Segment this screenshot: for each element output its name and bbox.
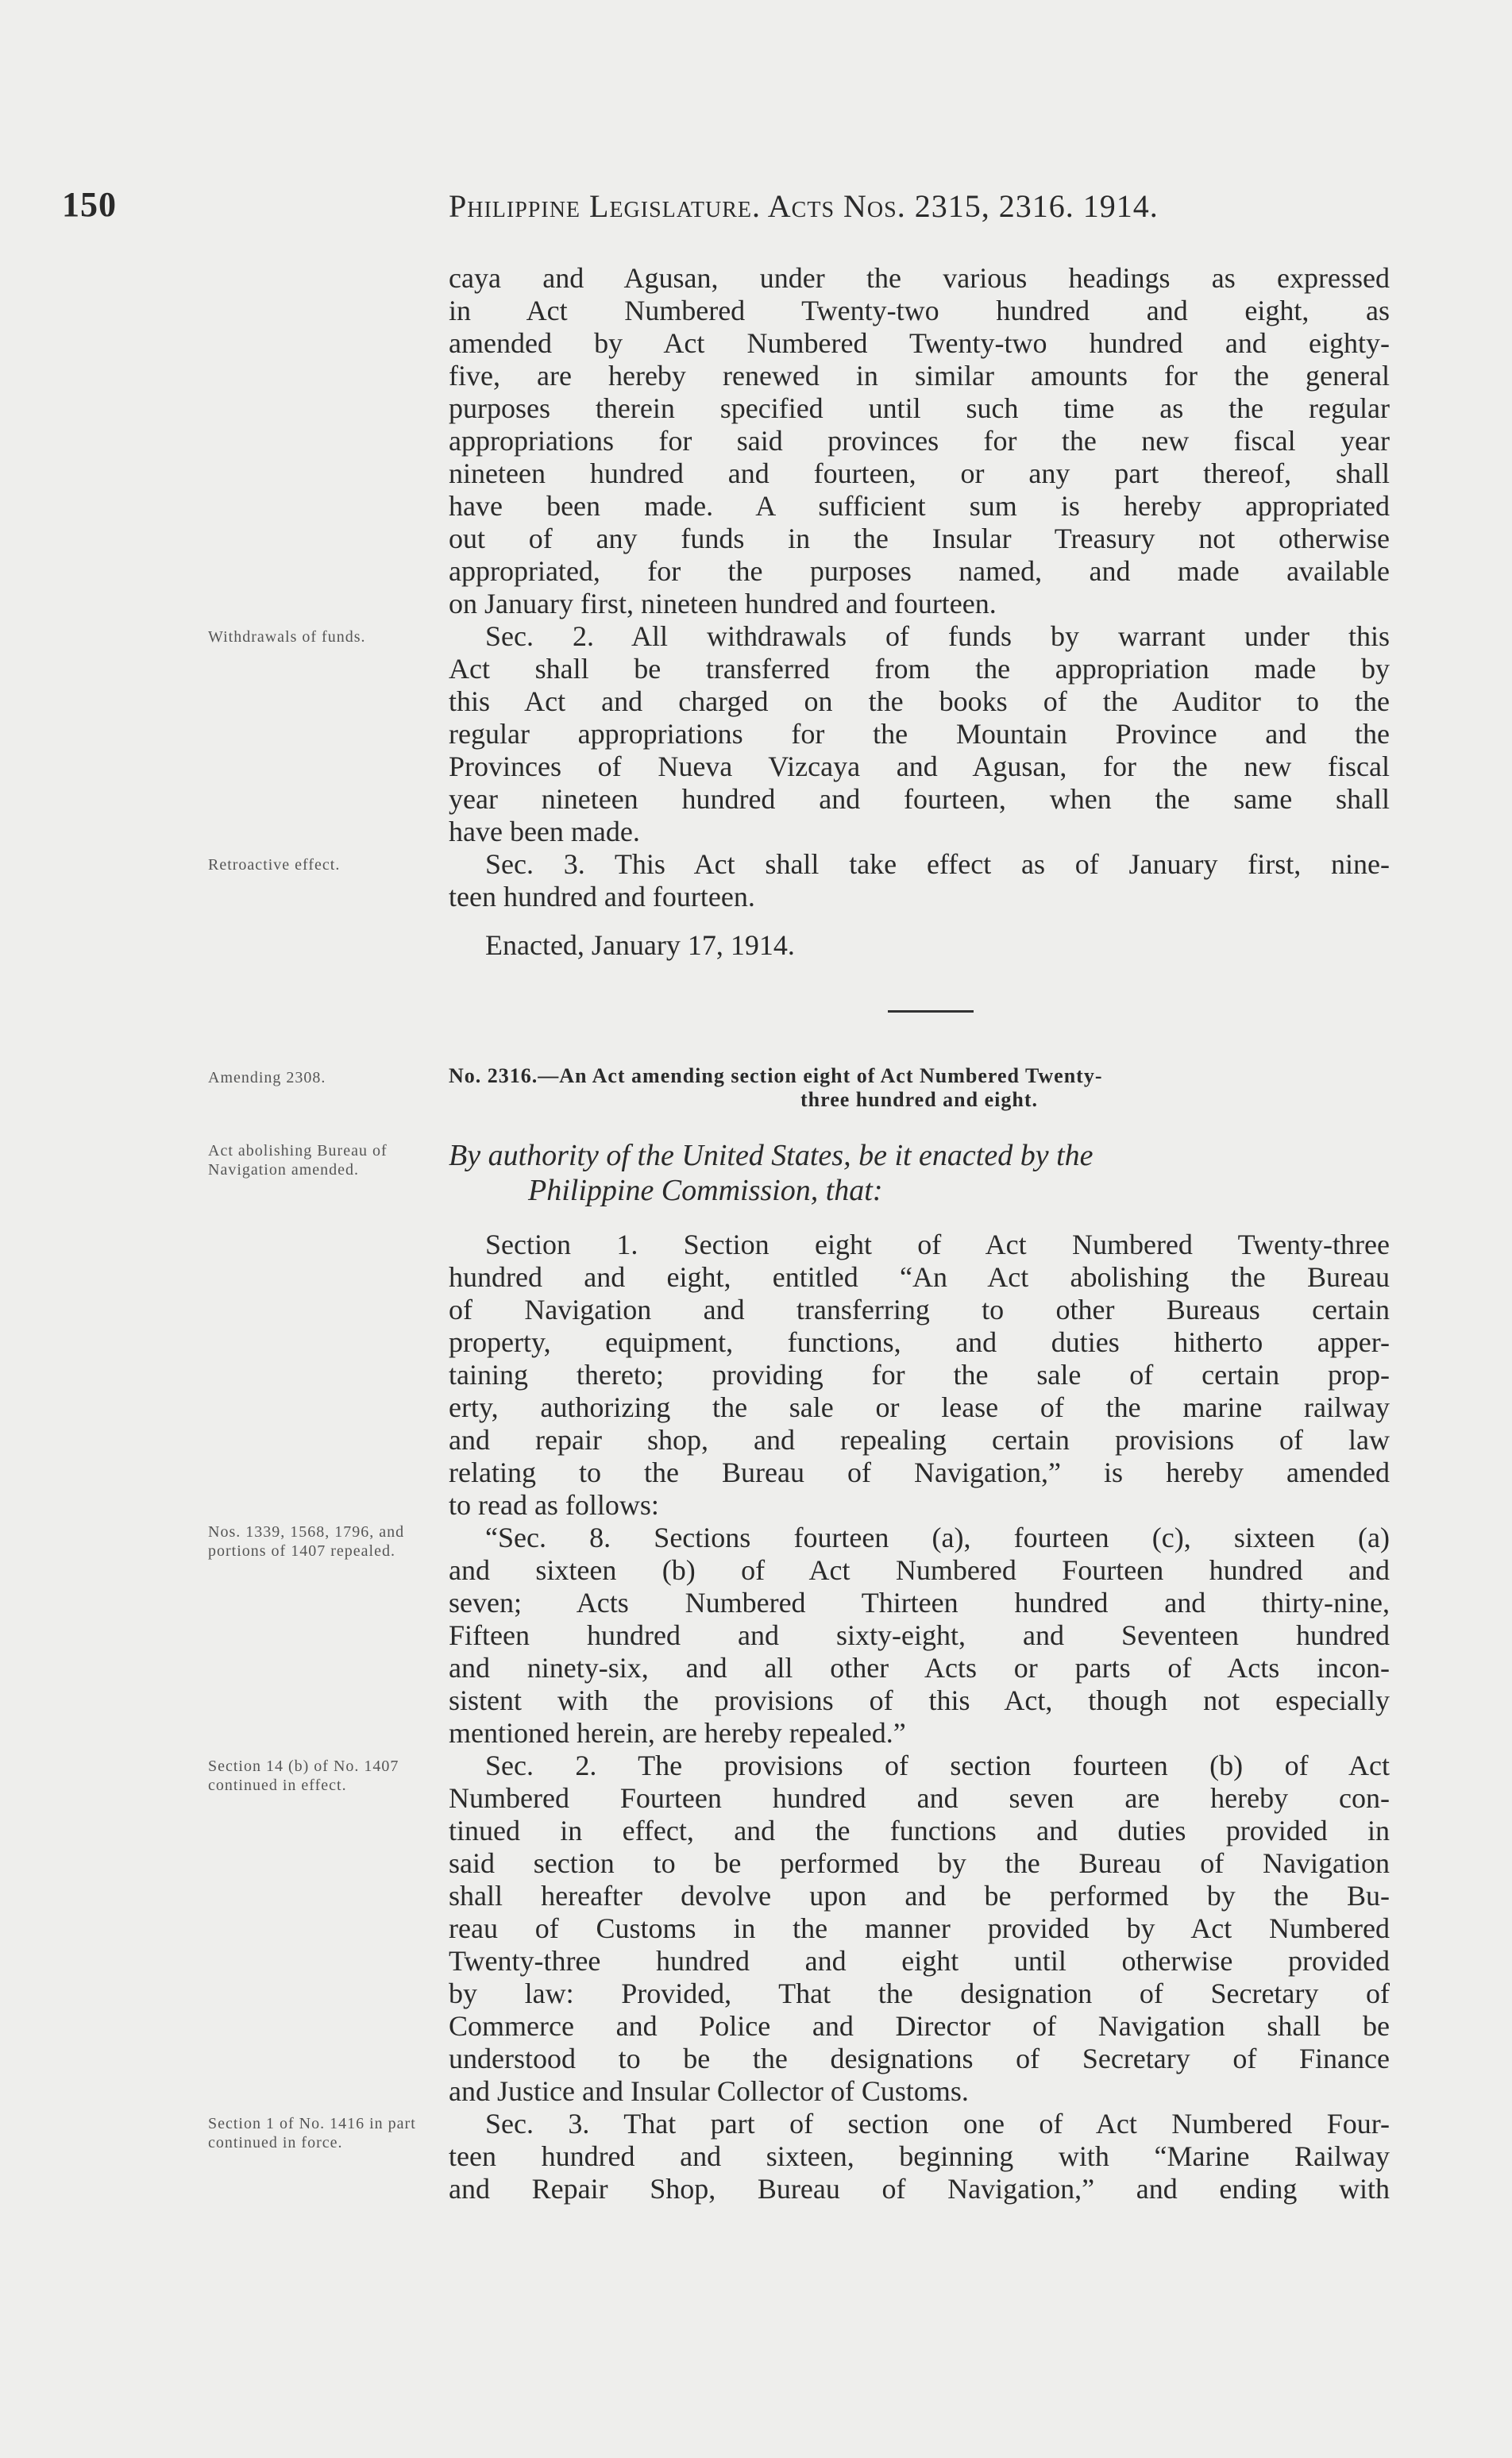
text-line: Sec. 3. That part of section one of Act Numbered Four- <box>485 2108 1390 2140</box>
text-line: on January first, nineteen hundred and fourteen. <box>449 588 997 619</box>
text-line: reau of Customs in the manner provided by Act Numbered <box>449 1912 1390 1944</box>
act-2315-section-2 <box>449 620 1390 848</box>
text-line: out of any funds in the Insular Treasury not otherwise <box>449 523 1390 554</box>
text-line: appropriated, for the purposes named, and made available <box>449 555 1390 587</box>
text-line: and ninety-six, and all other Acts or parts of Acts incon- <box>449 1652 1390 1684</box>
margin-note-amending: Amending 2308. <box>208 1069 326 1086</box>
text-line: mentioned herein, are hereby repealed.” <box>449 1717 906 1749</box>
act-title-line: No. 2316.—An Act amending section eight of Act Numbered Twenty- <box>449 1064 1103 1087</box>
text-line: this Act and charged on the books of the Auditor to the <box>449 685 1390 717</box>
enacting-clause <box>449 1138 1390 1208</box>
text-line: of Navigation and transferring to other Bureaus certain <box>449 1294 1390 1325</box>
text-line: Numbered Fourteen hundred and seven are hereby con- <box>449 1782 1390 1814</box>
text-line: year nineteen hundred and fourteen, when the same shall <box>449 783 1390 815</box>
text-line: Twenty-three hundred and eight until otherwise provided <box>449 1945 1390 1977</box>
section-divider <box>888 1010 974 1013</box>
text-line: teen hundred and fourteen. <box>449 881 755 913</box>
text-line: teen hundred and sixteen, beginning with “Marine Railway <box>449 2140 1390 2172</box>
page-header <box>0 184 1512 232</box>
margin-note-section-14: Section 14 (b) of No. 1407 continued in effect. <box>208 1758 399 1794</box>
text-line: “Sec. 8. Sections fourteen (a), fourteen (c), sixteen (a) <box>485 1522 1390 1553</box>
margin-note-section-1: Section 1 of No. 1416 in part continued in force. <box>208 2115 416 2151</box>
text-line: and sixteen (b) of Act Numbered Fourteen hundred and <box>449 1554 1390 1586</box>
text-line: Section 1. Section eight of Act Numbered Twenty-three <box>485 1229 1390 1260</box>
act-2316-section-1 <box>449 1229 1390 1522</box>
act-2316-section-2 <box>449 1750 1390 2108</box>
text-line: understood to be the designations of Secretary of Finance <box>449 2043 1390 2074</box>
margin-note-withdrawals: Withdrawals of funds. <box>208 628 366 646</box>
margin-note-nos-repealed: Nos. 1339, 1568, 1796, and portions of 1407 repealed. <box>208 1523 405 1560</box>
act-2315-section-3 <box>449 848 1390 913</box>
enacted-text: Enacted, January 17, 1914. <box>485 929 795 961</box>
text-line: have been made. <box>449 816 640 847</box>
text-line: Sec. 2. All withdrawals of funds by warrant under this <box>485 620 1390 652</box>
text-line: amended by Act Numbered Twenty-two hundred and eighty- <box>449 327 1390 359</box>
text-line: Commerce and Police and Director of Navigation shall be <box>449 2010 1390 2042</box>
text-line: taining thereto; providing for the sale of certain prop- <box>449 1359 1390 1391</box>
text-line: Act shall be transferred from the appropriation made by <box>449 653 1390 685</box>
margin-note-act-abolishing: Act abolishing Bureau of Navigation amended. <box>208 1142 388 1179</box>
text-line: Provinces of Nueva Vizcaya and Agusan, for the new fiscal <box>449 751 1390 782</box>
text-line: in Act Numbered Twenty-two hundred and eight, as <box>449 295 1390 326</box>
text-line: and repair shop, and repealing certain provisions of law <box>449 1424 1390 1456</box>
text-line: property, equipment, functions, and duties hitherto apper- <box>449 1326 1390 1358</box>
text-line: Sec. 2. The provisions of section fourteen (b) of Act <box>485 1750 1390 1781</box>
page-number: 150 <box>62 185 117 224</box>
text-line: appropriations for said provinces for the new fiscal year <box>449 425 1390 457</box>
text-line: have been made. A sufficient sum is hereby appropriated <box>449 490 1390 522</box>
text-line: five, are hereby renewed in similar amounts for the general <box>449 360 1390 392</box>
text-line: and Justice and Insular Collector of Customs. <box>449 2075 969 2107</box>
text-line: said section to be performed by the Bureau of Navigation <box>449 1847 1390 1879</box>
enacting-line: Philippine Commission, that: <box>528 1174 883 1207</box>
text-line: tinued in effect, and the functions and duties provided in <box>449 1815 1390 1846</box>
text-line: by law: Provided, That the designation of Secretary of <box>449 1978 1390 2009</box>
enacting-line: By authority of the United States, be it enacted by the <box>449 1139 1094 1172</box>
text-line: Fifteen hundred and sixty-eight, and Seventeen hundred <box>449 1619 1390 1651</box>
enacted-date <box>449 929 1390 962</box>
text-line: hundred and eight, entitled “An Act abolishing the Bureau <box>449 1261 1390 1293</box>
text-line: Sec. 3. This Act shall take effect as of January first, nine- <box>485 848 1390 880</box>
text-line: regular appropriations for the Mountain Province and the <box>449 718 1390 750</box>
text-line: and Repair Shop, Bureau of Navigation,” and ending with <box>449 2173 1390 2205</box>
text-line: caya and Agusan, under the various headings as expressed <box>449 262 1390 294</box>
act-2316-section-3 <box>449 2108 1390 2205</box>
act-title-line: three hundred and eight. <box>800 1088 1038 1111</box>
text-line: seven; Acts Numbered Thirteen hundred and thirty-nine, <box>449 1587 1390 1619</box>
text-line: nineteen hundred and fourteen, or any part thereof, shall <box>449 457 1390 489</box>
text-line: shall hereafter devolve upon and be performed by the Bu- <box>449 1880 1390 1912</box>
act-2315-paragraph <box>449 262 1390 620</box>
act-2316-title <box>449 1064 1390 1112</box>
text-line: relating to the Bureau of Navigation,” is hereby amended <box>449 1457 1390 1488</box>
text-line: erty, authorizing the sale or lease of the marine railway <box>449 1391 1390 1423</box>
act-2316-section-8-quoted <box>449 1522 1390 1750</box>
margin-note-retroactive: Retroactive effect. <box>208 856 341 874</box>
text-line: to read as follows: <box>449 1489 659 1521</box>
text-line: purposes therein specified until such time as the regular <box>449 392 1390 424</box>
running-head: Philippine Legislature. Acts Nos. 2315, 2316. 1914. <box>449 188 1159 224</box>
text-line: sistent with the provisions of this Act, though not especially <box>449 1684 1390 1716</box>
